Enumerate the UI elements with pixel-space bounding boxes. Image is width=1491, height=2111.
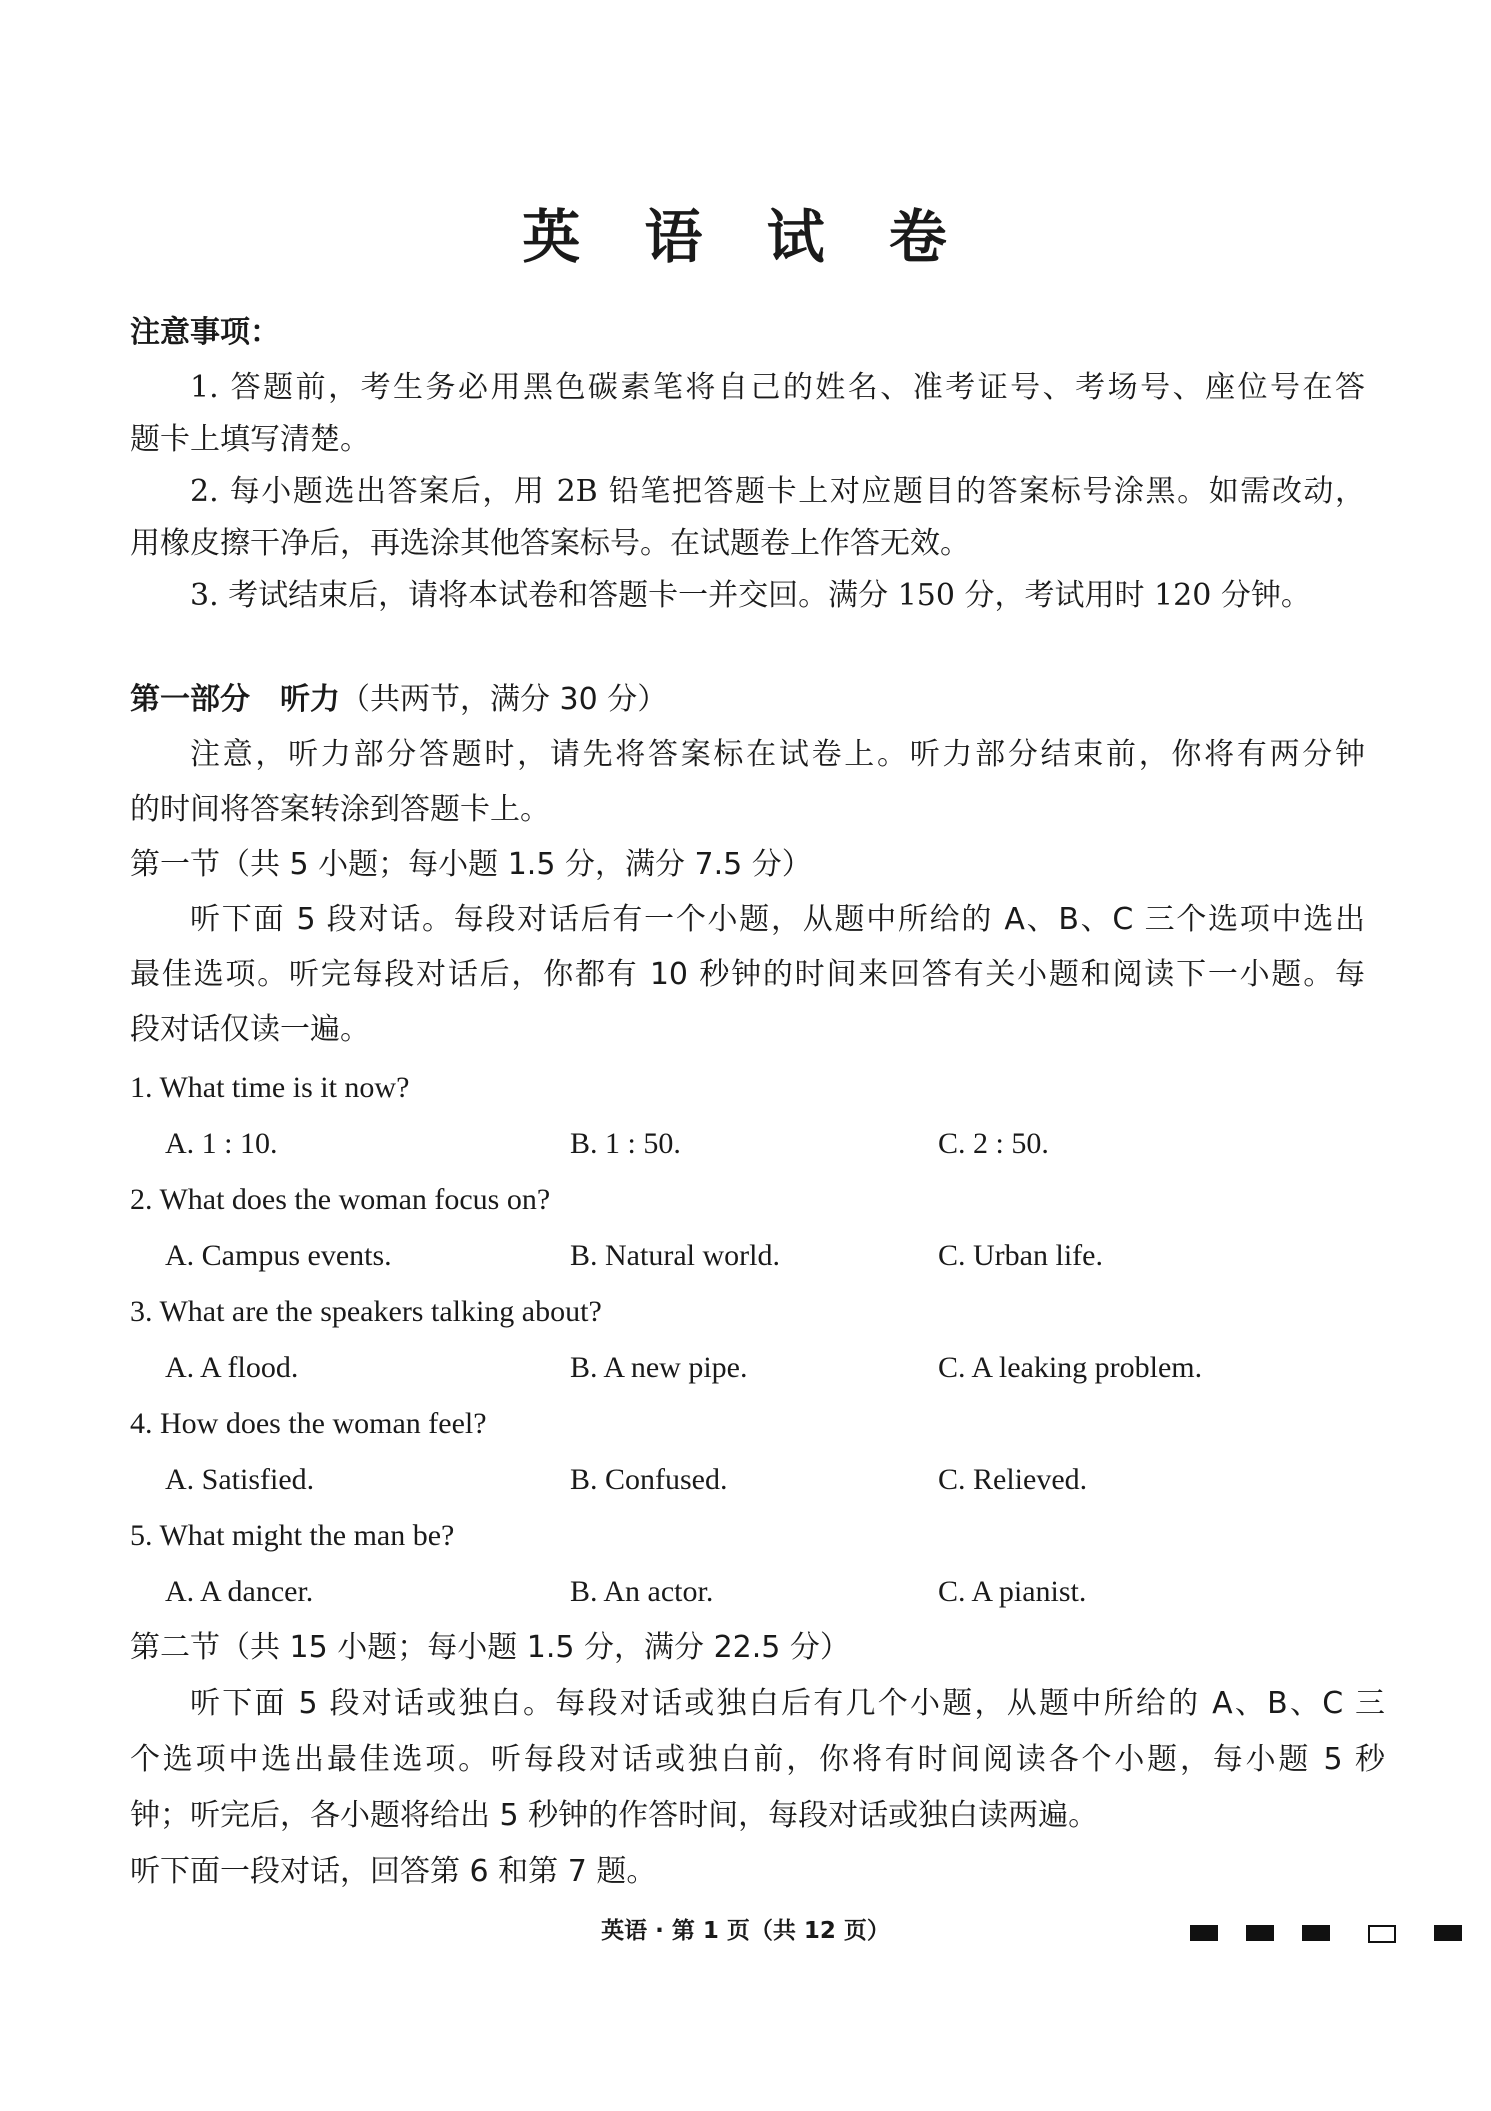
section1-instr-line-2: 最佳选项。听完每段对话后，你都有 10 秒钟的时间来回答有关小题和阅读下一小题。每	[130, 957, 1365, 992]
section2-dialog-intro: 听下面一段对话，回答第 6 和第 7 题。	[130, 1854, 657, 1889]
scan-mark-filled	[1190, 1925, 1218, 1941]
notice-heading: 注意事项：	[130, 315, 280, 350]
question-5: 5. What might the man be?	[130, 1519, 455, 1552]
section2-heading: 第二节（共 15 小题；每小题 1.5 分，满分 22.5 分）	[130, 1630, 850, 1665]
section1-instr-line-1: 听下面 5 段对话。每段对话后有一个小题，从题中所给的 A、B、C 三个选项中选出	[190, 902, 1365, 937]
question-3: 3. What are the speakers talking about?	[130, 1295, 602, 1328]
notice-item-1-line-2: 题卡上填写清楚。	[130, 422, 370, 457]
scan-mark-filled	[1302, 1925, 1330, 1941]
section2-instr-line-3: 钟；听完后，各小题将给出 5 秒钟的作答时间，每段对话或独白读两遍。	[130, 1798, 1099, 1833]
question-3-option-b: B. A new pipe.	[570, 1351, 748, 1384]
section1-instr-line-3: 段对话仅读一遍。	[130, 1012, 370, 1047]
question-2-option-b: B. Natural world.	[570, 1239, 780, 1272]
section1-heading: 第一节（共 5 小题；每小题 1.5 分，满分 7.5 分）	[130, 847, 812, 882]
exam-title: 英 语 试 卷	[522, 203, 969, 271]
question-2: 2. What does the woman focus on?	[130, 1183, 551, 1216]
question-1-option-c: C. 2 : 50.	[938, 1127, 1049, 1160]
question-1: 1. What time is it now?	[130, 1071, 410, 1104]
question-4: 4. How does the woman feel?	[130, 1407, 487, 1440]
notice-item-1-line-1: 1. 答题前，考生务必用黑色碳素笔将自己的姓名、准考证号、考场号、座位号在答	[190, 370, 1365, 405]
question-2-option-c: C. Urban life.	[938, 1239, 1103, 1272]
scan-mark-filled	[1246, 1925, 1274, 1941]
notice-item-3: 3. 考试结束后，请将本试卷和答题卡一并交回。满分 150 分，考试用时 120 分钟。	[190, 578, 1311, 613]
notice-item-2-line-1: 2. 每小题选出答案后，用 2B 铅笔把答题卡上对应题目的答案标号涂黑。如需改动，	[190, 474, 1365, 509]
part1-heading	[130, 680, 667, 720]
section2-instr-line-2: 个选项中选出最佳选项。听每段对话或独白前，你将有时间阅读各个小题，每小题 5 秒	[130, 1742, 1385, 1777]
question-4-option-b: B. Confused.	[570, 1463, 728, 1496]
page-footer: 英语 · 第 1 页（共 12 页）	[601, 1918, 890, 1944]
question-3-option-a: A. A flood.	[165, 1351, 299, 1384]
question-5-option-a: A. A dancer.	[165, 1575, 314, 1608]
question-4-option-a: A. Satisfied.	[165, 1463, 315, 1496]
question-3-option-c: C. A leaking problem.	[938, 1351, 1203, 1384]
part1-heading-main: 第一部分 听力	[130, 682, 340, 717]
part1-heading-sub: （共两节，满分 30 分）	[340, 682, 668, 717]
scan-mark-hollow	[1368, 1925, 1396, 1943]
question-5-option-b: B. An actor.	[570, 1575, 714, 1608]
part1-note-line-1: 注意，听力部分答题时，请先将答案标在试卷上。听力部分结束前，你将有两分钟	[190, 737, 1365, 772]
question-4-option-c: C. Relieved.	[938, 1463, 1088, 1496]
part1-note-line-2: 的时间将答案转涂到答题卡上。	[130, 792, 550, 827]
notice-item-2-line-2: 用橡皮擦干净后，再选涂其他答案标号。在试题卷上作答无效。	[130, 526, 970, 561]
question-2-option-a: A. Campus events.	[165, 1239, 392, 1272]
scan-mark-filled	[1434, 1925, 1462, 1941]
question-1-option-a: A. 1 : 10.	[165, 1127, 278, 1160]
question-1-option-b: B. 1 : 50.	[570, 1127, 681, 1160]
section2-instr-line-1: 听下面 5 段对话或独白。每段对话或独白后有几个小题，从题中所给的 A、B、C 三	[190, 1686, 1385, 1721]
question-5-option-c: C. A pianist.	[938, 1575, 1087, 1608]
